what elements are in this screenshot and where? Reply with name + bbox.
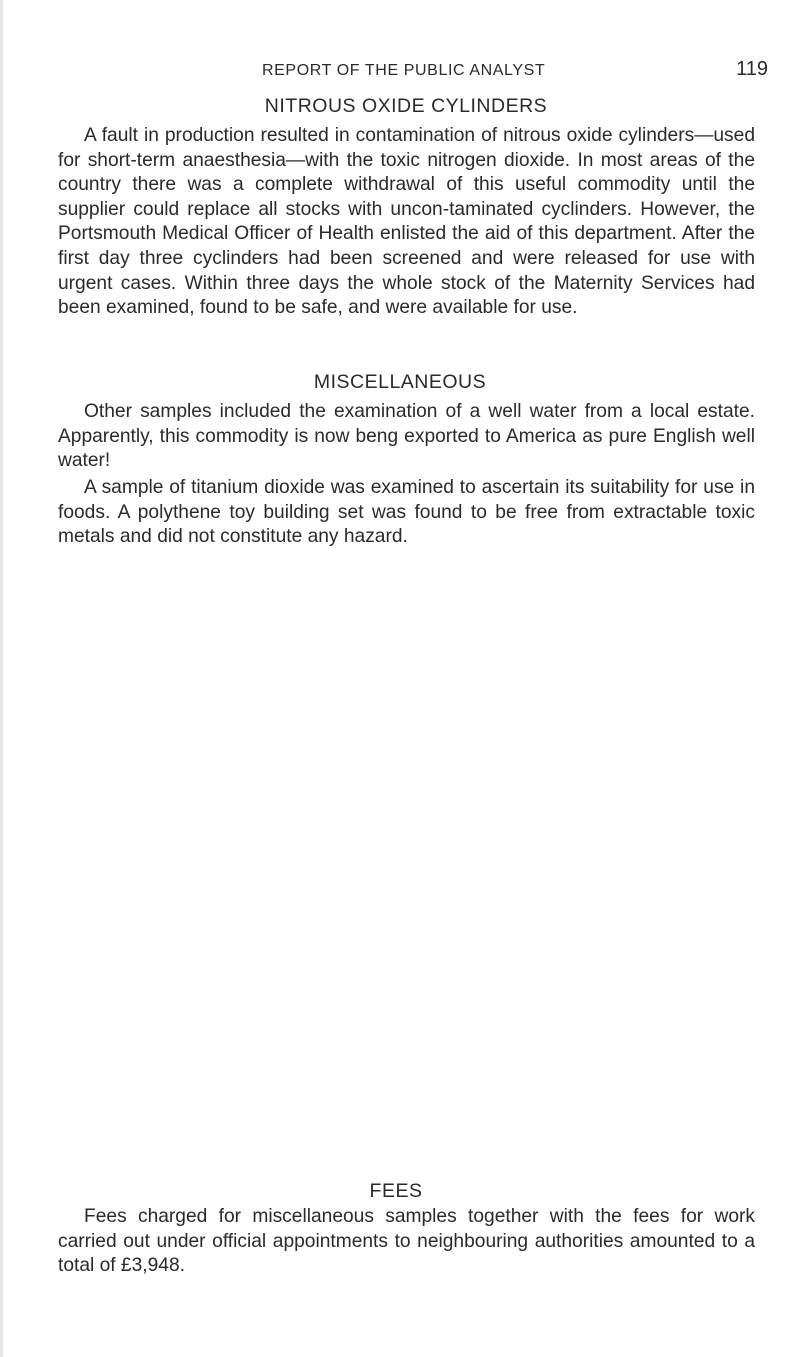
section-heading-nitrous-oxide-cylinders: NITROUS OXIDE CYLINDERS: [264, 95, 548, 117]
paragraph-titanium-dioxide: A sample of titanium dioxide was examined to ascertain its suitability for use in foods. A polythene toy building set was found to be free from extractable toxic metals and did not constitute any hazard.: [58, 477, 755, 548]
paragraph-well-water: Other samples included the examination of a well water from a local estate. Apparently, this commodity is now beng exported to America as pure English well water!: [58, 401, 755, 472]
page-number: 119: [736, 58, 768, 80]
paragraph-nitrous-oxide: A fault in production resulted in contamination of nitrous oxide cylinders—used for short-term anaesthesia—with the toxic nitrogen dioxide. In most areas of the country there was a complete withdrawal of this useful commodity until the supplier could replace all stocks with uncon-taminated cyclinders. However, the Portsmouth Medical Officer of Health enlisted the aid of this department. After the first day three cyclinders had been screened and were released for use with urgent cases. Within three days the whole stock of the Maternity Services had been examined, found to be safe, and were available for use.: [58, 125, 755, 319]
running-header: REPORT OF THE PUBLIC ANALYST: [262, 62, 546, 79]
paragraph-fees: Fees charged for miscellaneous samples together with the fees for work carried out under official appointments to neighbouring authorities amounted to a total of £3,948.: [58, 1206, 755, 1277]
section-heading-miscellaneous: MISCELLANEOUS: [313, 371, 487, 393]
section-heading-fees: FEES: [369, 1180, 423, 1202]
page-edge-shadow: [0, 0, 3, 1357]
